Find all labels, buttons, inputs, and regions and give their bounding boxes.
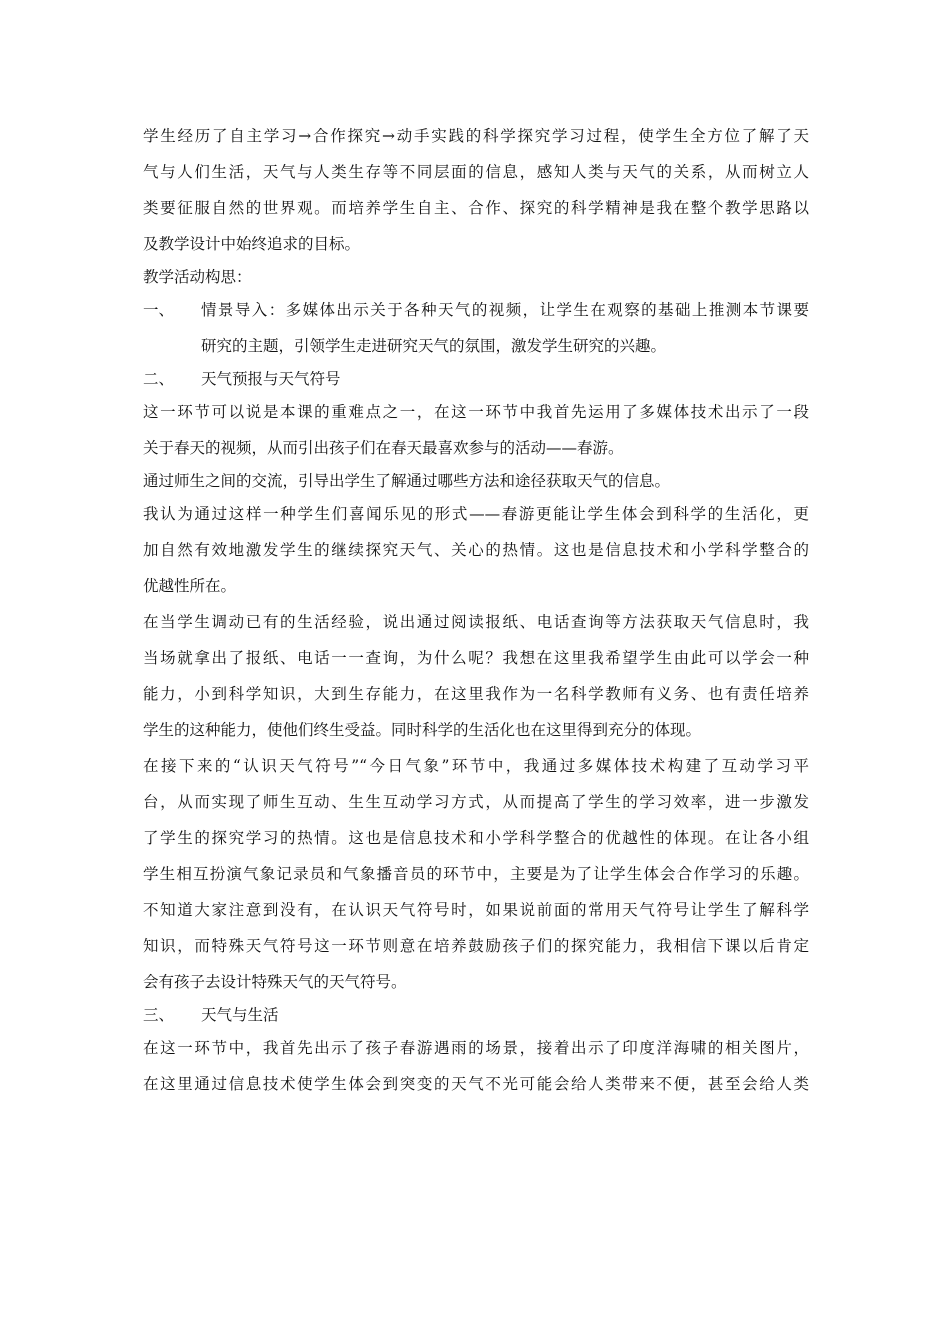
text-line: 能力，小到科学知识，大到生存能力，在这里我作为一名科学教师有义务、也有责任培养 — [143, 685, 809, 703]
section-1-number: 一、 — [143, 301, 175, 319]
section-3-heading — [143, 1000, 809, 1030]
section-1-text: 情景导入：多媒体出示关于各种天气的视频，让学生在观察的基础上推测本节课要 — [201, 301, 809, 319]
text-line: 加自然有效地激发学生的继续探究天气、关心的热情。这也是信息技术和小学科学整合的 — [143, 541, 809, 559]
text-line: 学生相互扮演气象记录员和气象播音员的环节中，主要是为了让学生体会合作学习的乐趣。 — [143, 865, 809, 883]
text-line: 通过师生之间的交流，引导出学生了解通过哪些方法和途径获取天气的信息。 — [143, 472, 671, 490]
section-1-row — [143, 292, 809, 328]
text-line: 在接下来的“认识天气符号”“今日气象”环节中，我通过多媒体技术构建了互动学习平 — [143, 757, 809, 775]
intro-paragraph — [143, 118, 809, 262]
section-2-body — [143, 394, 809, 1000]
section-1 — [143, 292, 809, 364]
text-line: 不知道大家注意到没有，在认识天气符号时，如果说前面的常用天气符号让学生了解科学 — [143, 901, 809, 919]
text-line: 在这里通过信息技术使学生体会到突变的天气不光可能会给人类带来不便，甚至会给人类 — [143, 1075, 809, 1093]
section-3-title: 天气与生活 — [201, 1006, 279, 1024]
text-line: 当场就拿出了报纸、电话一一查询，为什么呢？我想在这里我希望学生由此可以学会一种 — [143, 649, 809, 667]
section-3-number: 三、 — [143, 1006, 175, 1024]
text-line: 学生经历了自主学习→合作探究→动手实践的科学探究学习过程，使学生全方位了解了天 — [143, 127, 809, 145]
text-line: 这一环节可以说是本课的重难点之一，在这一环节中我首先运用了多媒体技术出示了一段 — [143, 403, 809, 421]
text-line: 学生的这种能力，使他们终生受益。同时科学的生活化也在这里得到充分的体现。 — [143, 721, 702, 739]
text-line: 类要征服自然的世界观。而培养学生自主、合作、探究的科学精神是我在整个教学思路以 — [143, 199, 809, 217]
text-line: 了学生的探究学习的热情。这也是信息技术和小学科学整合的优越性的体现。在让各小组 — [143, 829, 809, 847]
document-page — [143, 118, 809, 1102]
section-1-continuation: 研究的主题，引领学生走进研究天气的氛围，激发学生研究的兴趣。 — [201, 337, 667, 355]
section-2-heading — [143, 364, 809, 394]
section-2-title: 天气预报与天气符号 — [201, 370, 341, 388]
text-line: 会有孩子去设计特殊天气的天气符号。 — [143, 973, 407, 991]
section-2-number: 二、 — [143, 370, 175, 388]
text-line: 台，从而实现了师生互动、生生互动学习方式，从而提高了学生的学习效率，进一步激发 — [143, 793, 809, 811]
text-line: 优越性所在。 — [143, 577, 237, 595]
text-line: 在当学生调动已有的生活经验，说出通过阅读报纸、电话查询等方法获取天气信息时，我 — [143, 613, 809, 631]
text-line: 在这一环节中，我首先出示了孩子春游遇雨的场景，接着出示了印度洋海啸的相关图片， — [143, 1039, 809, 1057]
section-3-body — [143, 1030, 809, 1102]
text-line: 关于春天的视频，从而引出孩子们在春天最喜欢参与的活动——春游。 — [143, 439, 624, 457]
text-line: 及教学设计中始终追求的目标。 — [143, 235, 361, 253]
text-line: 知识，而特殊天气符号这一环节则意在培养鼓励孩子们的探究能力，我相信下课以后肯定 — [143, 937, 809, 955]
text-line: 气与人们生活，天气与人类生存等不同层面的信息，感知人类与天气的关系，从而树立人 — [143, 163, 809, 181]
text-line: 我认为通过这样一种学生们喜闻乐见的形式——春游更能让学生体会到科学的生活化，更 — [143, 505, 809, 523]
activity-heading: 教学活动构思： — [143, 268, 252, 286]
